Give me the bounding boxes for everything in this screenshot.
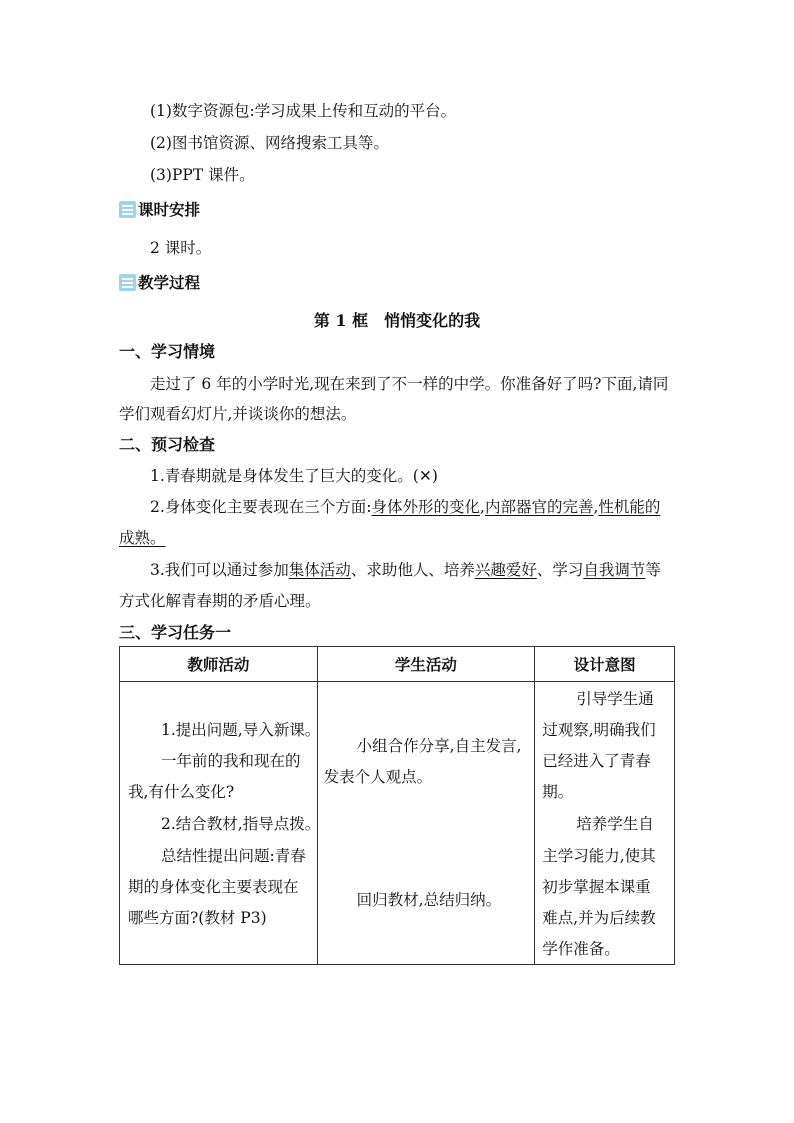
paragraph-line: 走过了 6 年的小学时光,现在来到了不一样的中学。你准备好了吗?下面,请同 xyxy=(150,375,669,393)
answer-blank: 兴趣爱好 xyxy=(474,561,537,579)
student-activity-cell xyxy=(317,682,535,965)
cell-line: 难点,并为后续教 xyxy=(542,909,656,927)
answer-blank: 自我调节 xyxy=(583,561,646,579)
cell-line: 我,有什么变化? xyxy=(128,783,235,801)
section-marker-icon xyxy=(119,201,136,218)
answer-blank: 成熟。 xyxy=(119,529,166,547)
answer-blank: 集体活动 xyxy=(288,561,351,579)
cell-line: 引导学生通 xyxy=(576,690,654,708)
question-2: 2.身体变化主要表现在三个方面:身体外形的变化,内部器官的完善,性机能的 xyxy=(150,498,661,516)
schedule-text: 2 课时。 xyxy=(150,239,212,257)
answer-blank: 性机能的 xyxy=(598,498,661,516)
question-text: 、学习 xyxy=(536,561,584,579)
question-text: 2.身体变化主要表现在三个方面: xyxy=(150,498,372,516)
section-heading: 三、学习任务一 xyxy=(119,623,232,642)
resource-item: (1)数字资源包:学习成果上传和互动的平台。 xyxy=(150,102,457,120)
answer-blank: 内部器官的完善 xyxy=(484,498,594,516)
section-heading: 二、预习检查 xyxy=(119,435,216,454)
table-row xyxy=(120,682,675,965)
column-header: 教师活动 xyxy=(120,647,318,682)
column-header: 学生活动 xyxy=(317,647,535,682)
question-3 xyxy=(150,560,661,580)
answer-blank: 身体外形的变化 xyxy=(371,498,481,516)
cell-line: 哪些方面?(教材 P3) xyxy=(128,909,267,927)
cell-line: 已经进入了青春 xyxy=(542,752,651,770)
cell-line: 总结性提出问题:青春 xyxy=(161,847,306,865)
resource-item: (2)图书馆资源、网络搜索工具等。 xyxy=(150,134,389,152)
question-3-continued: 方式化解青春期的矛盾心理。 xyxy=(119,592,321,610)
question-text: 、求助他人、培养 xyxy=(350,561,475,579)
paragraph-line: 学们观看幻灯片,并谈谈你的想法。 xyxy=(119,405,357,423)
cell-line: 学作准备。 xyxy=(542,940,620,958)
section-marker-icon xyxy=(119,274,136,291)
cell-line: 发表个人观点。 xyxy=(323,768,433,786)
question-2-continued xyxy=(119,528,166,548)
cell-line: 培养学生自 xyxy=(576,815,654,833)
cell-line: 主学习能力,使其 xyxy=(542,847,656,865)
cell-line: 过观察,明确我们 xyxy=(542,721,656,739)
resource-item: (3)PPT 课件。 xyxy=(150,166,255,184)
cell-line: 2.结合教材,指导点拨。 xyxy=(161,815,321,833)
column-header: 设计意图 xyxy=(535,647,675,682)
cell-line: 期的身体变化主要表现在 xyxy=(128,878,299,896)
lesson-title: 第 1 框 悄悄变化的我 xyxy=(313,311,481,330)
cell-line: 回归教材,总结归纳。 xyxy=(356,891,502,909)
cell-line: 期。 xyxy=(542,783,574,801)
design-intent-cell xyxy=(535,682,675,965)
cell-line: 小组合作分享,自主发言, xyxy=(356,737,522,755)
table-header-row xyxy=(120,647,675,682)
question-text: 3.我们可以通过参加 xyxy=(150,561,289,579)
process-heading: 教学过程 xyxy=(138,273,201,292)
cell-line: 一年前的我和现在的 xyxy=(161,752,301,770)
cell-line: 初步掌握本课重 xyxy=(542,878,651,896)
schedule-heading: 课时安排 xyxy=(138,200,201,219)
cell-line: 1.提出问题,导入新课。 xyxy=(161,721,321,739)
question-1: 1.青春期就是身体发生了巨大的变化。(✕) xyxy=(150,467,438,485)
question-text: 等 xyxy=(645,561,661,579)
teacher-activity-cell xyxy=(120,682,321,965)
section-heading: 一、学习情境 xyxy=(119,342,216,361)
task-table xyxy=(119,646,675,965)
